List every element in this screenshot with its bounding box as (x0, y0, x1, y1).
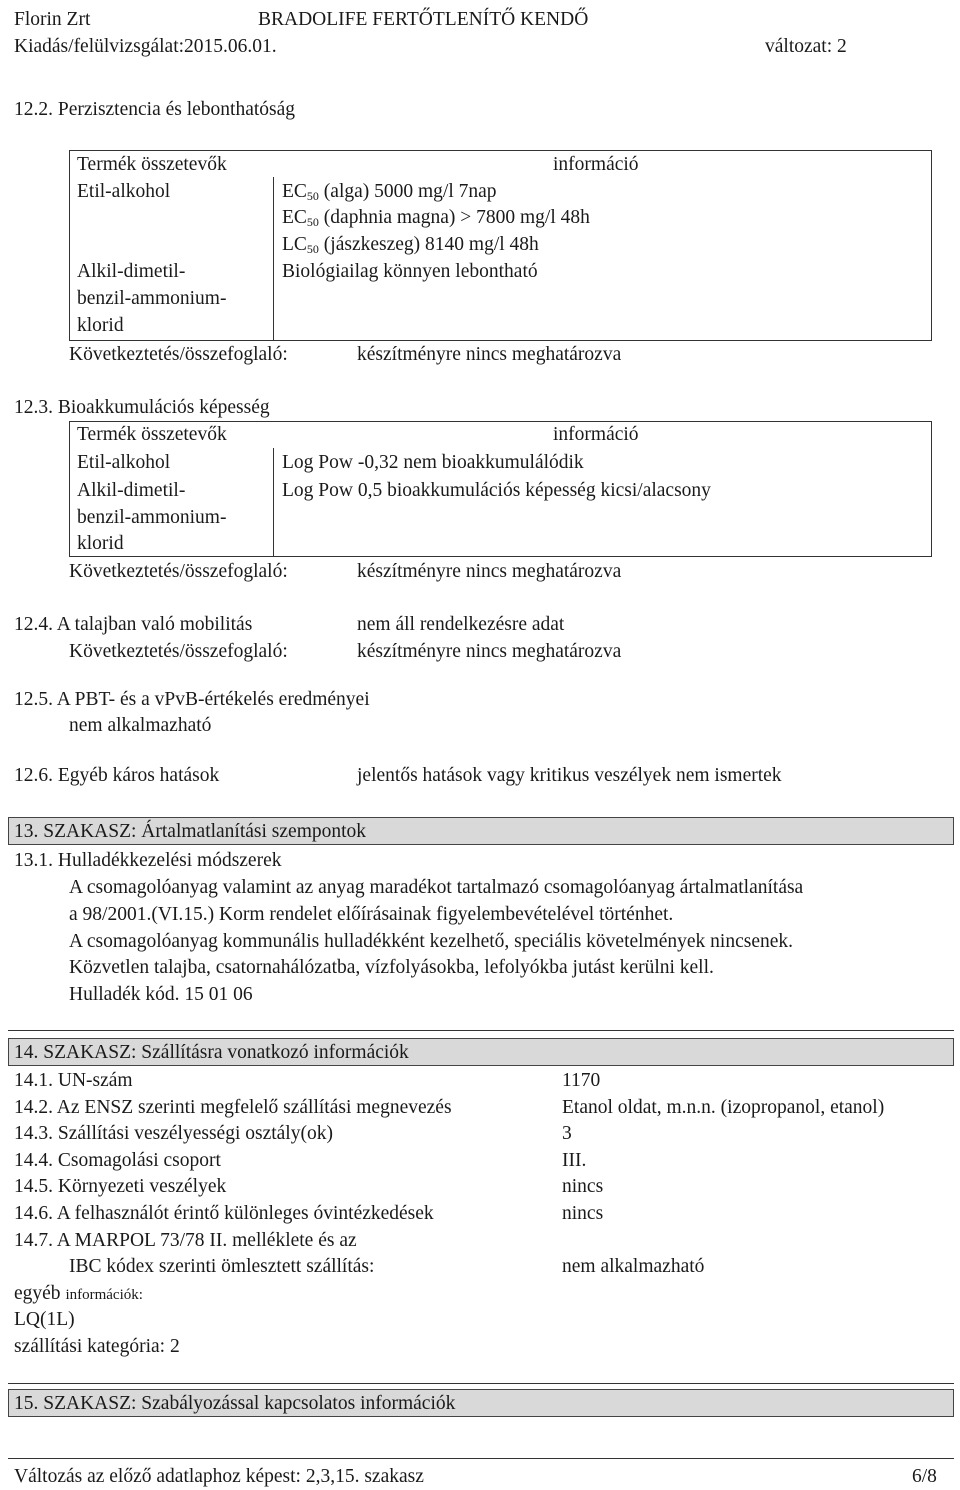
paragraph: A csomagolóanyag kommunális hulladékként kezelhető, speciális követelmények nincsenek. (69, 931, 794, 952)
version: változat: 2 (765, 36, 847, 57)
waste-code: Hulladék kód. 15 01 06 (69, 984, 253, 1005)
section-12-5-title: 12.5. A PBT- és a vPvB-értékelés eredményei (14, 689, 370, 710)
section-15-header: 15. SZAKASZ: Szabályozással kapcsolatos információk (14, 1393, 456, 1414)
transport-value: III. (562, 1150, 587, 1171)
info-line: $EC_{50}$ (daphnia magna) > 7800 mg/l 48h (282, 207, 590, 229)
col-header-component: Termék összetevők (77, 424, 227, 445)
other-effects-value: jelentős hatások vagy kritikus veszélyek nem ismertek (357, 765, 782, 786)
component-name: klorid (77, 315, 124, 336)
component-name: benzil-ammonium- (77, 288, 227, 309)
section-13-header: 13. SZAKASZ: Ártalmatlanítási szempontok (14, 821, 367, 842)
transport-value: nincs (562, 1203, 604, 1224)
conclusion-value: készítményre nincs meghatározva (357, 344, 622, 365)
transport-value: Etanol oldat, m.n.n. (izopropanol, etanol) (562, 1097, 885, 1118)
section-14-header: 14. SZAKASZ: Szállításra vonatkozó információk (14, 1042, 409, 1063)
section-13-1-title: 13.1. Hulladékkezelési módszerek (14, 850, 282, 871)
conclusion-value: készítményre nincs meghatározva (357, 561, 622, 582)
col-header-info: információ (553, 424, 639, 445)
other-info-label: egyéb információk: (14, 1283, 143, 1304)
paragraph: Közvetlen talajba, csatornahálózatba, vízfolyásokba, lefolyókba jutást kerülni kell. (69, 957, 714, 978)
pbt-value: nem alkalmazható (69, 715, 212, 736)
conclusion-label: Következtetés/összefoglaló: (69, 641, 288, 662)
section-12-4-title: 12.4. A talajban való mobilitás (14, 614, 253, 635)
conclusion-label: Következtetés/összefoglaló: (69, 561, 288, 582)
transport-label: IBC kódex szerinti ömlesztett szállítás: (69, 1256, 375, 1277)
transport-label: 14.1. UN-szám (14, 1070, 133, 1091)
paragraph: a 98/2001.(VI.15.) Korm rendelet előírásainak figyelembevételével történhet. (69, 904, 674, 925)
section-12-6-title: 12.6. Egyéb káros hatások (14, 765, 220, 786)
transport-value: nincs (562, 1176, 604, 1197)
transport-value: nem alkalmazható (562, 1256, 705, 1277)
transport-value: 3 (562, 1123, 572, 1144)
transport-label: 14.2. Az ENSZ szerinti megfelelő szállítási megnevezés (14, 1097, 452, 1118)
transport-label: 14.6. A felhasználót érintő különleges óvintézkedések (14, 1203, 434, 1224)
divider (8, 1383, 954, 1384)
component-name: benzil-ammonium- (77, 507, 227, 528)
conclusion-value: készítményre nincs meghatározva (357, 641, 622, 662)
section-12-2-title: 12.2. Perzisztencia és lebonthatóság (14, 99, 296, 120)
mobility-value: nem áll rendelkezésre adat (357, 614, 565, 635)
transport-category: szállítási kategória: 2 (14, 1336, 180, 1357)
footer-changes: Változás az előző adatlaphoz képest: 2,3,15. szakasz (14, 1466, 424, 1487)
component-name: Etil-alkohol (77, 181, 171, 202)
transport-label: 14.3. Szállítási veszélyességi osztály(ok) (14, 1123, 333, 1144)
conclusion-label: Következtetés/összefoglaló: (69, 344, 288, 365)
transport-label: 14.4. Csomagolási csoport (14, 1150, 221, 1171)
info-line: Log Pow 0,5 bioakkumulációs képesség kicsi/alacsony (282, 480, 711, 501)
limited-quantity: LQ(1L) (14, 1309, 75, 1330)
transport-label: 14.5. Környezeti veszélyek (14, 1176, 227, 1197)
table-divider (273, 177, 274, 341)
info-line: Log Pow -0,32 nem bioakkumulálódik (282, 452, 584, 473)
table-divider (273, 448, 274, 557)
page-number: 6/8 (912, 1466, 937, 1487)
component-name: Alkil-dimetil- (77, 480, 186, 501)
footer-divider (8, 1458, 954, 1459)
issue-date: Kiadás/felülvizsgálat:2015.06.01. (14, 36, 277, 57)
component-name: Etil-alkohol (77, 452, 171, 473)
col-header-component: Termék összetevők (77, 154, 227, 175)
paragraph: A csomagolóanyag valamint az anyag maradékot tartalmazó csomagolóanyag ártalmatlanítása (69, 877, 804, 898)
info-line: $EC_{50}$ (alga) 5000 mg/l 7nap (282, 181, 497, 203)
component-name: klorid (77, 533, 124, 554)
info-line: Biológiailag könnyen lebontható (282, 261, 538, 282)
section-12-3-title: 12.3. Bioakkumulációs képesség (14, 397, 270, 418)
company-name: Florin Zrt (14, 9, 91, 30)
col-header-info: információ (553, 154, 639, 175)
info-line: $LC_{50}$ (jászkeszeg) 8140 mg/l 48h (282, 234, 539, 256)
component-name: Alkil-dimetil- (77, 261, 186, 282)
product-name: BRADOLIFE FERTŐTLENÍTŐ KENDŐ (258, 9, 589, 30)
transport-value: 1170 (562, 1070, 601, 1091)
transport-label: 14.7. A MARPOL 73/78 II. melléklete és az (14, 1230, 357, 1251)
divider (8, 1030, 954, 1031)
